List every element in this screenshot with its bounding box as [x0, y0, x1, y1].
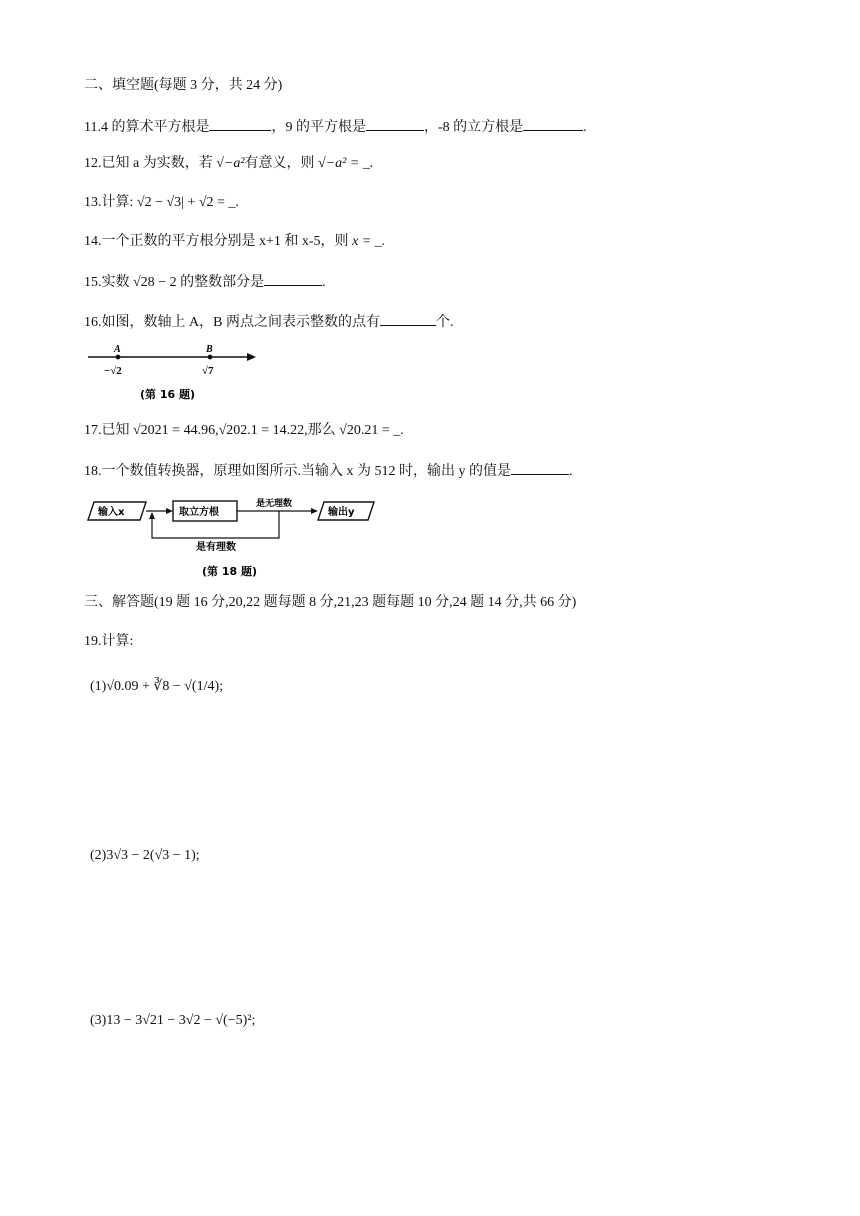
value-b: √7: [202, 365, 214, 377]
question-16: [84, 311, 453, 333]
q15-prefix: 15.实数: [84, 275, 130, 290]
irrational-label: 是无理数: [256, 499, 293, 509]
q17-prefix: 17.已知: [84, 423, 130, 438]
q15-blank: [264, 271, 322, 286]
figure-16-caption: (第 16 题): [140, 388, 196, 401]
q11-blank-1: [209, 116, 271, 131]
point-b: [208, 355, 213, 360]
q14-expr: x = _.: [352, 234, 386, 249]
q14-prefix: 14.一个正数的平方根分别是 x+1 和 x-5，则: [84, 234, 349, 249]
q16-number-line-figure: [84, 342, 274, 408]
question-12: [84, 154, 373, 174]
point-a: [116, 355, 121, 360]
question-15: [84, 271, 326, 293]
number-line-arrow: [247, 353, 256, 361]
q15-expr: √28 − 2: [133, 275, 177, 290]
question-14: [84, 232, 385, 252]
q12-expr-1: √−a²: [216, 156, 245, 171]
q16-blank: [380, 311, 436, 326]
question-19-title: 19.计算:: [84, 634, 134, 649]
process-label: 取立方根: [179, 507, 219, 518]
q18-text: 18.一个数值转换器，原理如图所示.当输入 x 为 512 时，输出 y 的值是: [84, 464, 511, 479]
output-label: 输出y: [328, 507, 355, 518]
q15-end: .: [322, 275, 326, 290]
q16-text: 16.如图，数轴上 A，B 两点之间表示整数的点有: [84, 315, 380, 330]
q11-blank-2: [366, 116, 424, 131]
question-19-part-3: (3)13 − 3√21 − 3√2 − √(−5)²;: [90, 1013, 256, 1028]
question-17: [84, 421, 404, 441]
input-label: 输入x: [98, 507, 125, 518]
q11-mid-1: ，9 的平方根是: [271, 120, 366, 135]
label-a: A: [114, 344, 121, 355]
q16-end: 个.: [435, 315, 454, 330]
section-3-title: 三、解答题(19 题 16 分,20,22 题每题 8 分,21,23 题每题 10 分,24 题 14 分,共 66 分): [84, 595, 577, 610]
q15-suffix: 的整数部分是: [180, 275, 265, 290]
question-18: [84, 460, 573, 482]
rational-label: 是有理数: [196, 542, 236, 553]
q11-end: .: [583, 120, 587, 135]
q11-mid-2: ，-8 的立方根是: [423, 120, 524, 135]
section-2-title: 二、填空题(每题 3 分，共 24 分): [84, 78, 283, 93]
label-b: B: [206, 344, 213, 355]
q17-expr: √2021 = 44.96,√202.1 = 14.22,那么 √20.21 = _.: [133, 423, 404, 438]
figure-18-caption: (第 18 题): [202, 565, 258, 578]
q18-end: .: [569, 464, 573, 479]
value-a: −√2: [104, 365, 122, 377]
q12-prefix: 12.已知 a 为实数，若: [84, 156, 213, 171]
question-11: [84, 116, 587, 138]
q12-expr-2: √−a² = _.: [318, 156, 374, 171]
q11-blank-3: [523, 116, 583, 131]
question-19-part-2: (2)3√3 − 2(√3 − 1);: [90, 848, 200, 863]
question-13: 13.计算: √2 − √3| + √2 = _.: [84, 195, 239, 210]
q18-blank: [511, 460, 569, 475]
q11-prefix: 11.4 的算术平方根是: [84, 120, 210, 135]
q18-flowchart-figure: [84, 494, 384, 584]
q12-mid: 有意义，则: [244, 156, 315, 171]
question-19-part-1: (1)√0.09 + ∛8 − √(1/4);: [90, 679, 224, 694]
